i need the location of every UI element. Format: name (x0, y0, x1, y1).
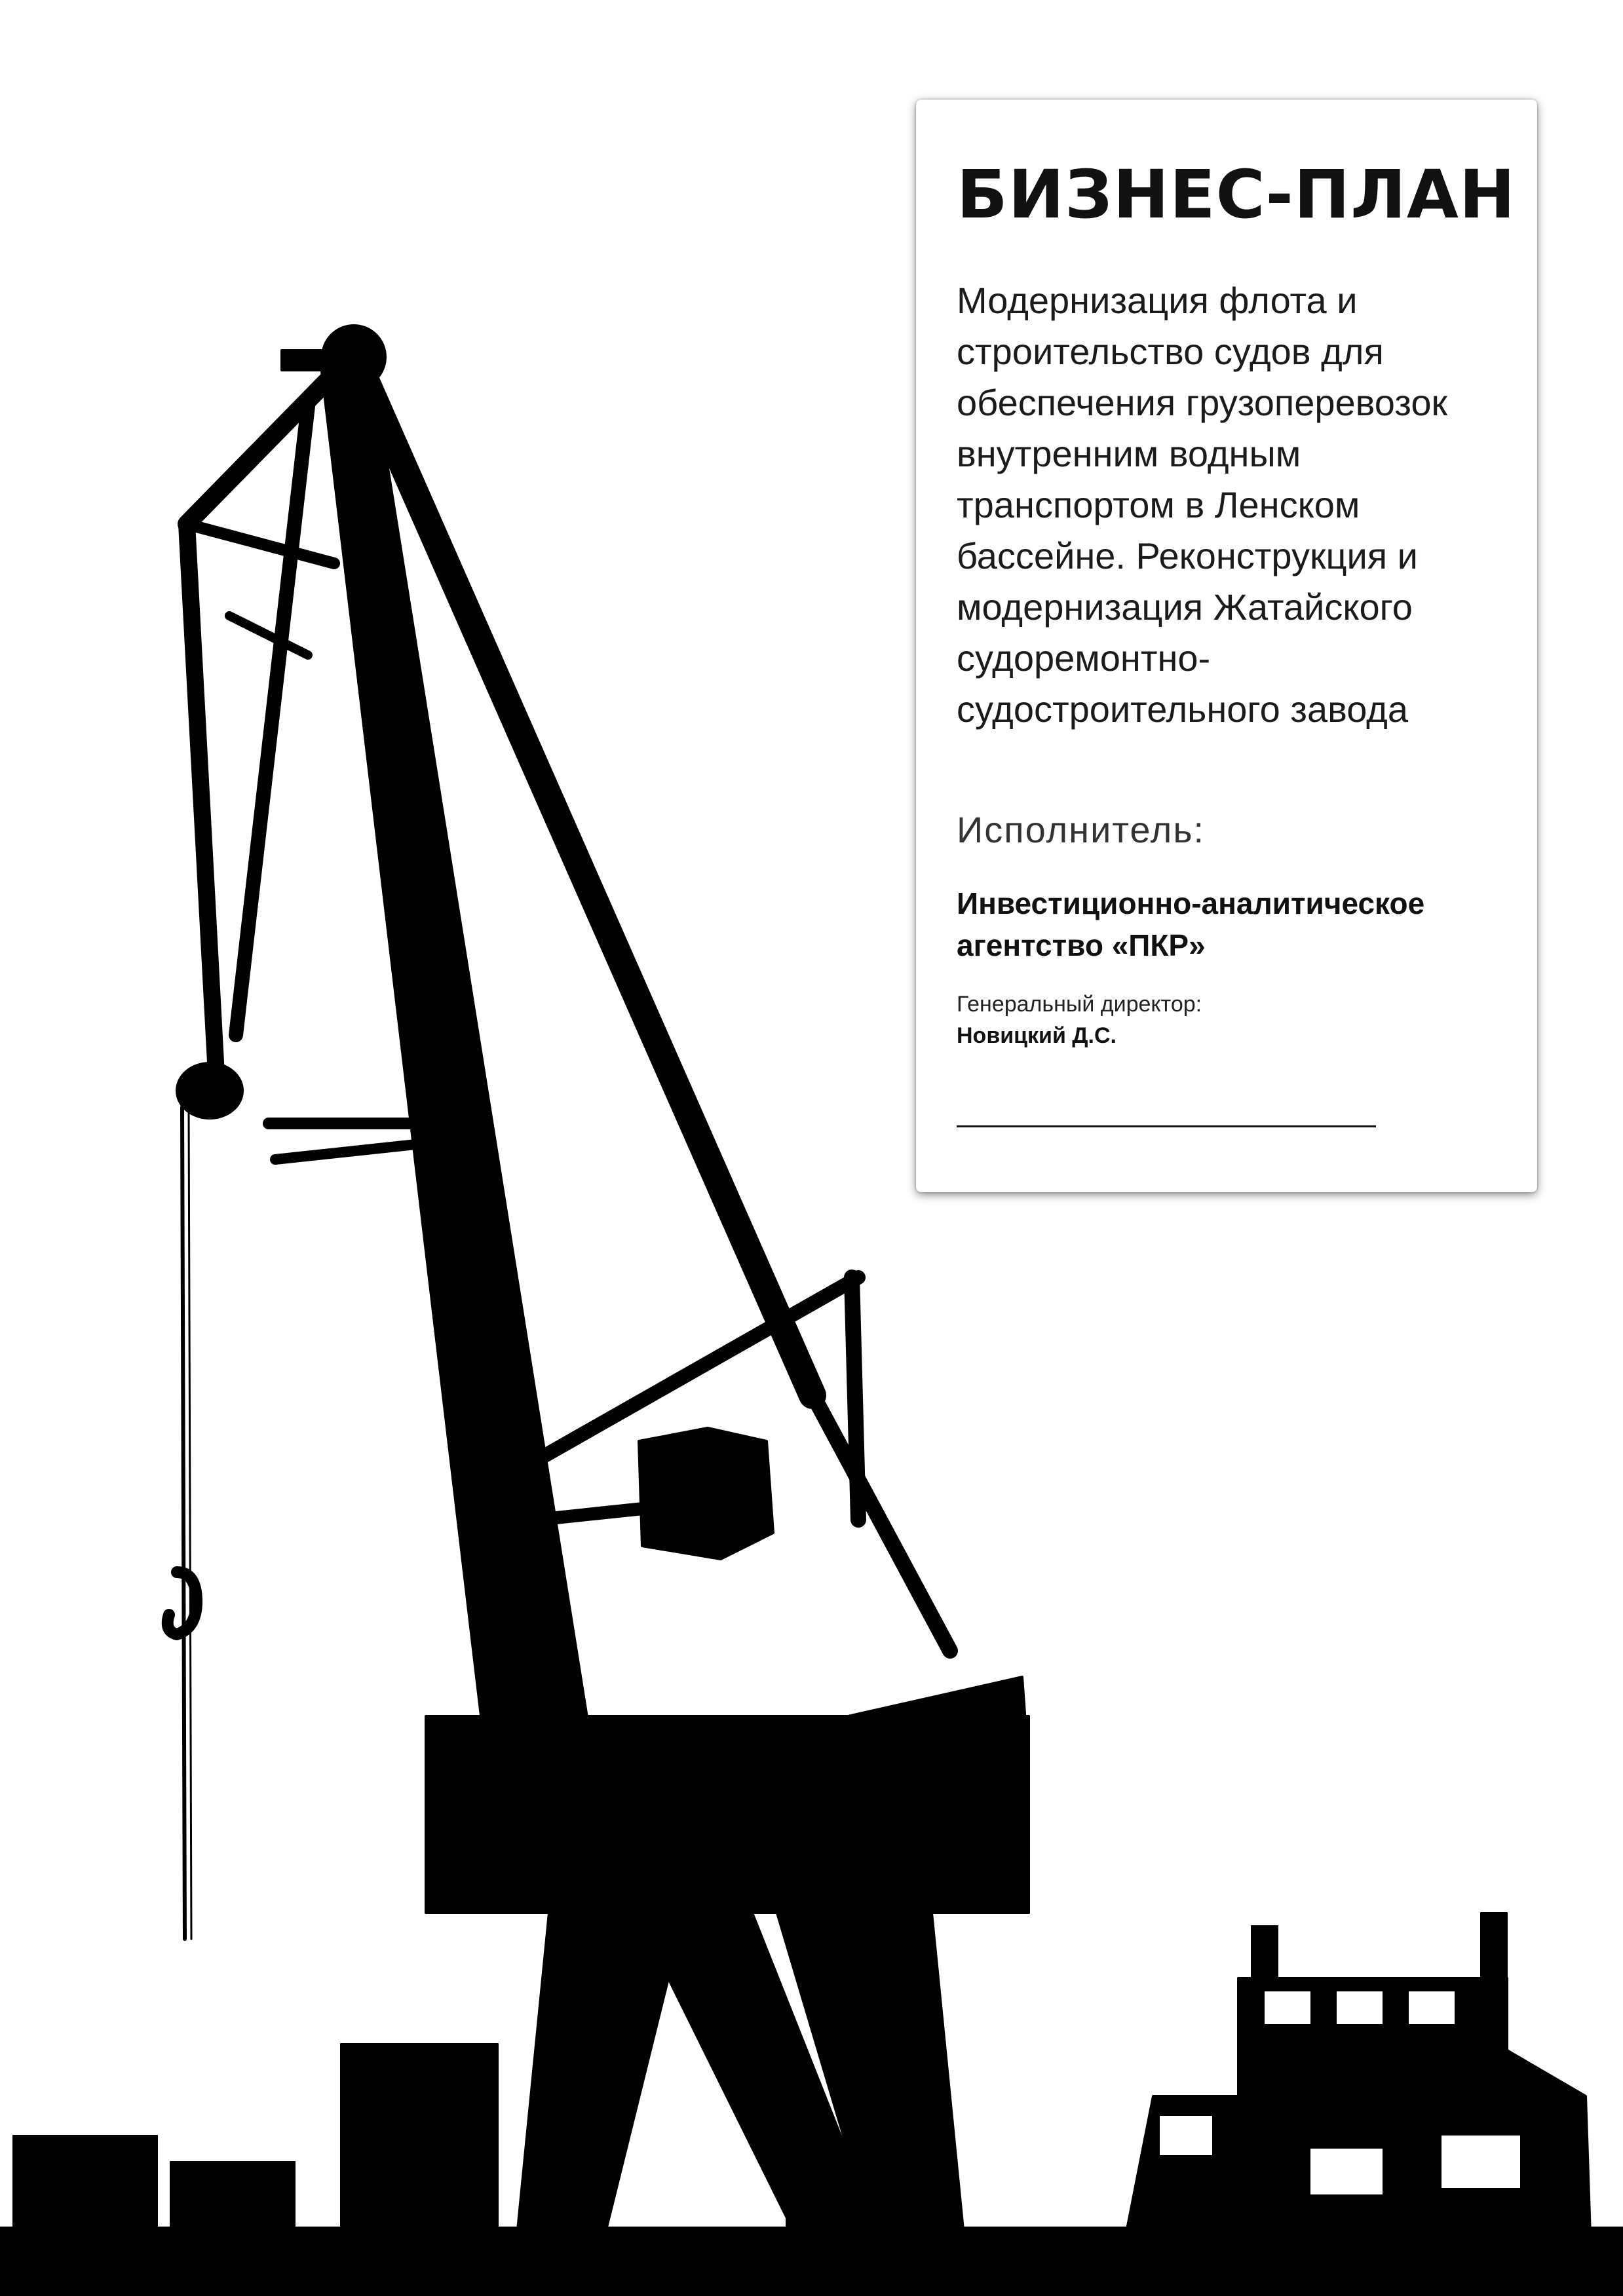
description-line: транспортом в Ленском (957, 484, 1360, 525)
description-line: судостроительного завода (957, 688, 1408, 730)
agency-name (957, 882, 1520, 966)
signature-line (957, 1125, 1376, 1127)
project-description (957, 275, 1507, 735)
director-role: Генеральный директор: (957, 992, 1202, 1017)
agency-line: агентство «ПКР» (957, 928, 1206, 962)
description-line: судоремонтно- (957, 637, 1211, 679)
description-line: Модернизация флота и (957, 280, 1358, 321)
crane-tower (321, 341, 606, 1854)
title-card (916, 100, 1537, 1192)
description-line: обеспечения грузоперевозок (957, 382, 1447, 423)
document-title: БИЗНЕС-ПЛАН (957, 156, 1516, 234)
director-name: Новицкий Д.С. (957, 1023, 1117, 1048)
performer-label: Исполнитель: (957, 809, 1206, 850)
crane-machinery-house (639, 1428, 773, 1559)
description-line: внутренним водным (957, 433, 1301, 474)
description-line: бассейне. Реконструкция и (957, 535, 1418, 576)
description-line: строительство судов для (957, 331, 1384, 372)
description-line: модернизация Жатайского (957, 586, 1413, 628)
agency-line: Инвестиционно-аналитическое (957, 886, 1425, 920)
